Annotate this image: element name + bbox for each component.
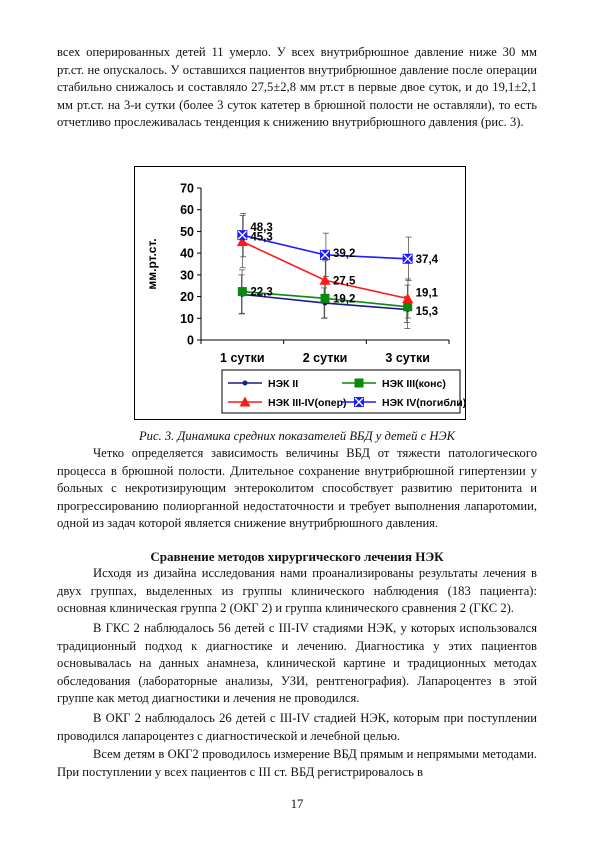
legend-label: НЭК III(конс) bbox=[382, 378, 446, 390]
y-tick-label: 40 bbox=[180, 246, 194, 261]
page-number: 17 bbox=[290, 797, 304, 811]
data-label: 19,1 bbox=[415, 287, 439, 300]
line-chart bbox=[134, 166, 466, 420]
y-tick-label: 20 bbox=[180, 290, 194, 305]
data-label: 22,3 bbox=[250, 286, 273, 299]
data-label: 27,5 bbox=[333, 275, 356, 288]
y-tick-label: 10 bbox=[180, 311, 194, 326]
data-label: 48,3 bbox=[250, 222, 273, 235]
paragraph-design: Исходя из дизайна исследования нами проанализированы результаты лечения в двух группах, выделенных из группы клинического наблюдения (183 пациента): основная клиническая группа 2 (ОКГ 2) и группа клинического сравнения 2 (ГКС 2). bbox=[57, 566, 537, 615]
y-tick-label: 70 bbox=[180, 181, 194, 196]
paragraph-gks2: В ГКС 2 наблюдалось 56 детей с III-IV стадиями НЭК, у которых использовался традиционный подход к диагностике и лечению. Диагностика у этих пациентов основывалась на данных анамнеза, клинической картине и традиционных методах обследования (лабораторные анализы, УЗИ, рентгенография). Лапароцентез в этой группе как метод диагностики и лечения не проводился. bbox=[57, 621, 537, 705]
y-tick-label: 50 bbox=[180, 224, 194, 239]
series-point-1 bbox=[403, 302, 412, 311]
figure-caption: Рис. 3. Динамика средних показателей ВБД у детей с НЭК bbox=[138, 429, 456, 443]
data-label: 15,3 bbox=[415, 305, 439, 318]
paragraph-discussion: Четко определяется зависимость величины ВБД от тяжести патологического процесса в брюшной полости. Длительное сохранение внутрибрюшной гипертензии у больных с некротизирующим энтероколитом способствует развитию перитонита и прогрессированию полиорганной недостаточности и требует выполнения лапаротомии, одной из задач которой является снижение внутрибрюшного давления. bbox=[57, 446, 537, 530]
data-label: 39,2 bbox=[333, 247, 356, 260]
legend-label: НЭК II bbox=[268, 378, 299, 390]
legend-label: НЭК III-IV(опер) bbox=[268, 397, 347, 409]
section-heading: Сравнение методов хирургического лечения НЭК bbox=[150, 549, 444, 564]
paragraph-measurement: Всем детям в ОКГ2 проводилось измерение ВБД прямым и непрямыми методами. При поступлении у всех пациентов с III ст. ВБД регистрировалось в bbox=[57, 747, 537, 779]
y-tick-label: 60 bbox=[180, 203, 194, 218]
series-point-1 bbox=[321, 294, 330, 303]
paragraph-intro: всех оперированных детей 11 умерло. У всех внутрибрюшное давление ниже 30 мм рт.ст. не опускалось. У оставшихся пациентов внутрибрюшное давление после операции стабильно снижалось и составляло 27,5±2,8 мм рт.ст в первые двое суток, и до 19,1±2,1 мм рт.ст. на 3-и сутки (более 3 суток катетер в брюшной полости не оставляли), то есть отчетливо прослеживалась тенденция к снижению внутрибрюшного давления (рис. 3). bbox=[57, 45, 537, 129]
data-label: 37,4 bbox=[415, 253, 439, 266]
data-label: 45,3 bbox=[250, 231, 273, 244]
legend-label: НЭК IV(погибли) bbox=[382, 397, 466, 409]
legend-marker bbox=[243, 381, 248, 386]
legend-marker bbox=[355, 379, 364, 388]
x-tick-label: 3 сутки bbox=[385, 351, 430, 365]
y-tick-label: 0 bbox=[187, 333, 194, 348]
paragraph-okg2: В ОКГ 2 наблюдалось 26 детей с III-IV стадией НЭК, которым при поступлении проводился лапароцентез с диагностической и лечебной целью. bbox=[57, 711, 537, 743]
series-point-1 bbox=[238, 287, 247, 296]
y-tick-label: 30 bbox=[180, 268, 194, 283]
y-axis-label: мм.рт.ст. bbox=[145, 238, 159, 290]
data-label: 19,2 bbox=[333, 293, 356, 306]
x-tick-label: 2 сутки bbox=[302, 351, 348, 365]
x-tick-label: 1 сутки bbox=[220, 351, 265, 365]
